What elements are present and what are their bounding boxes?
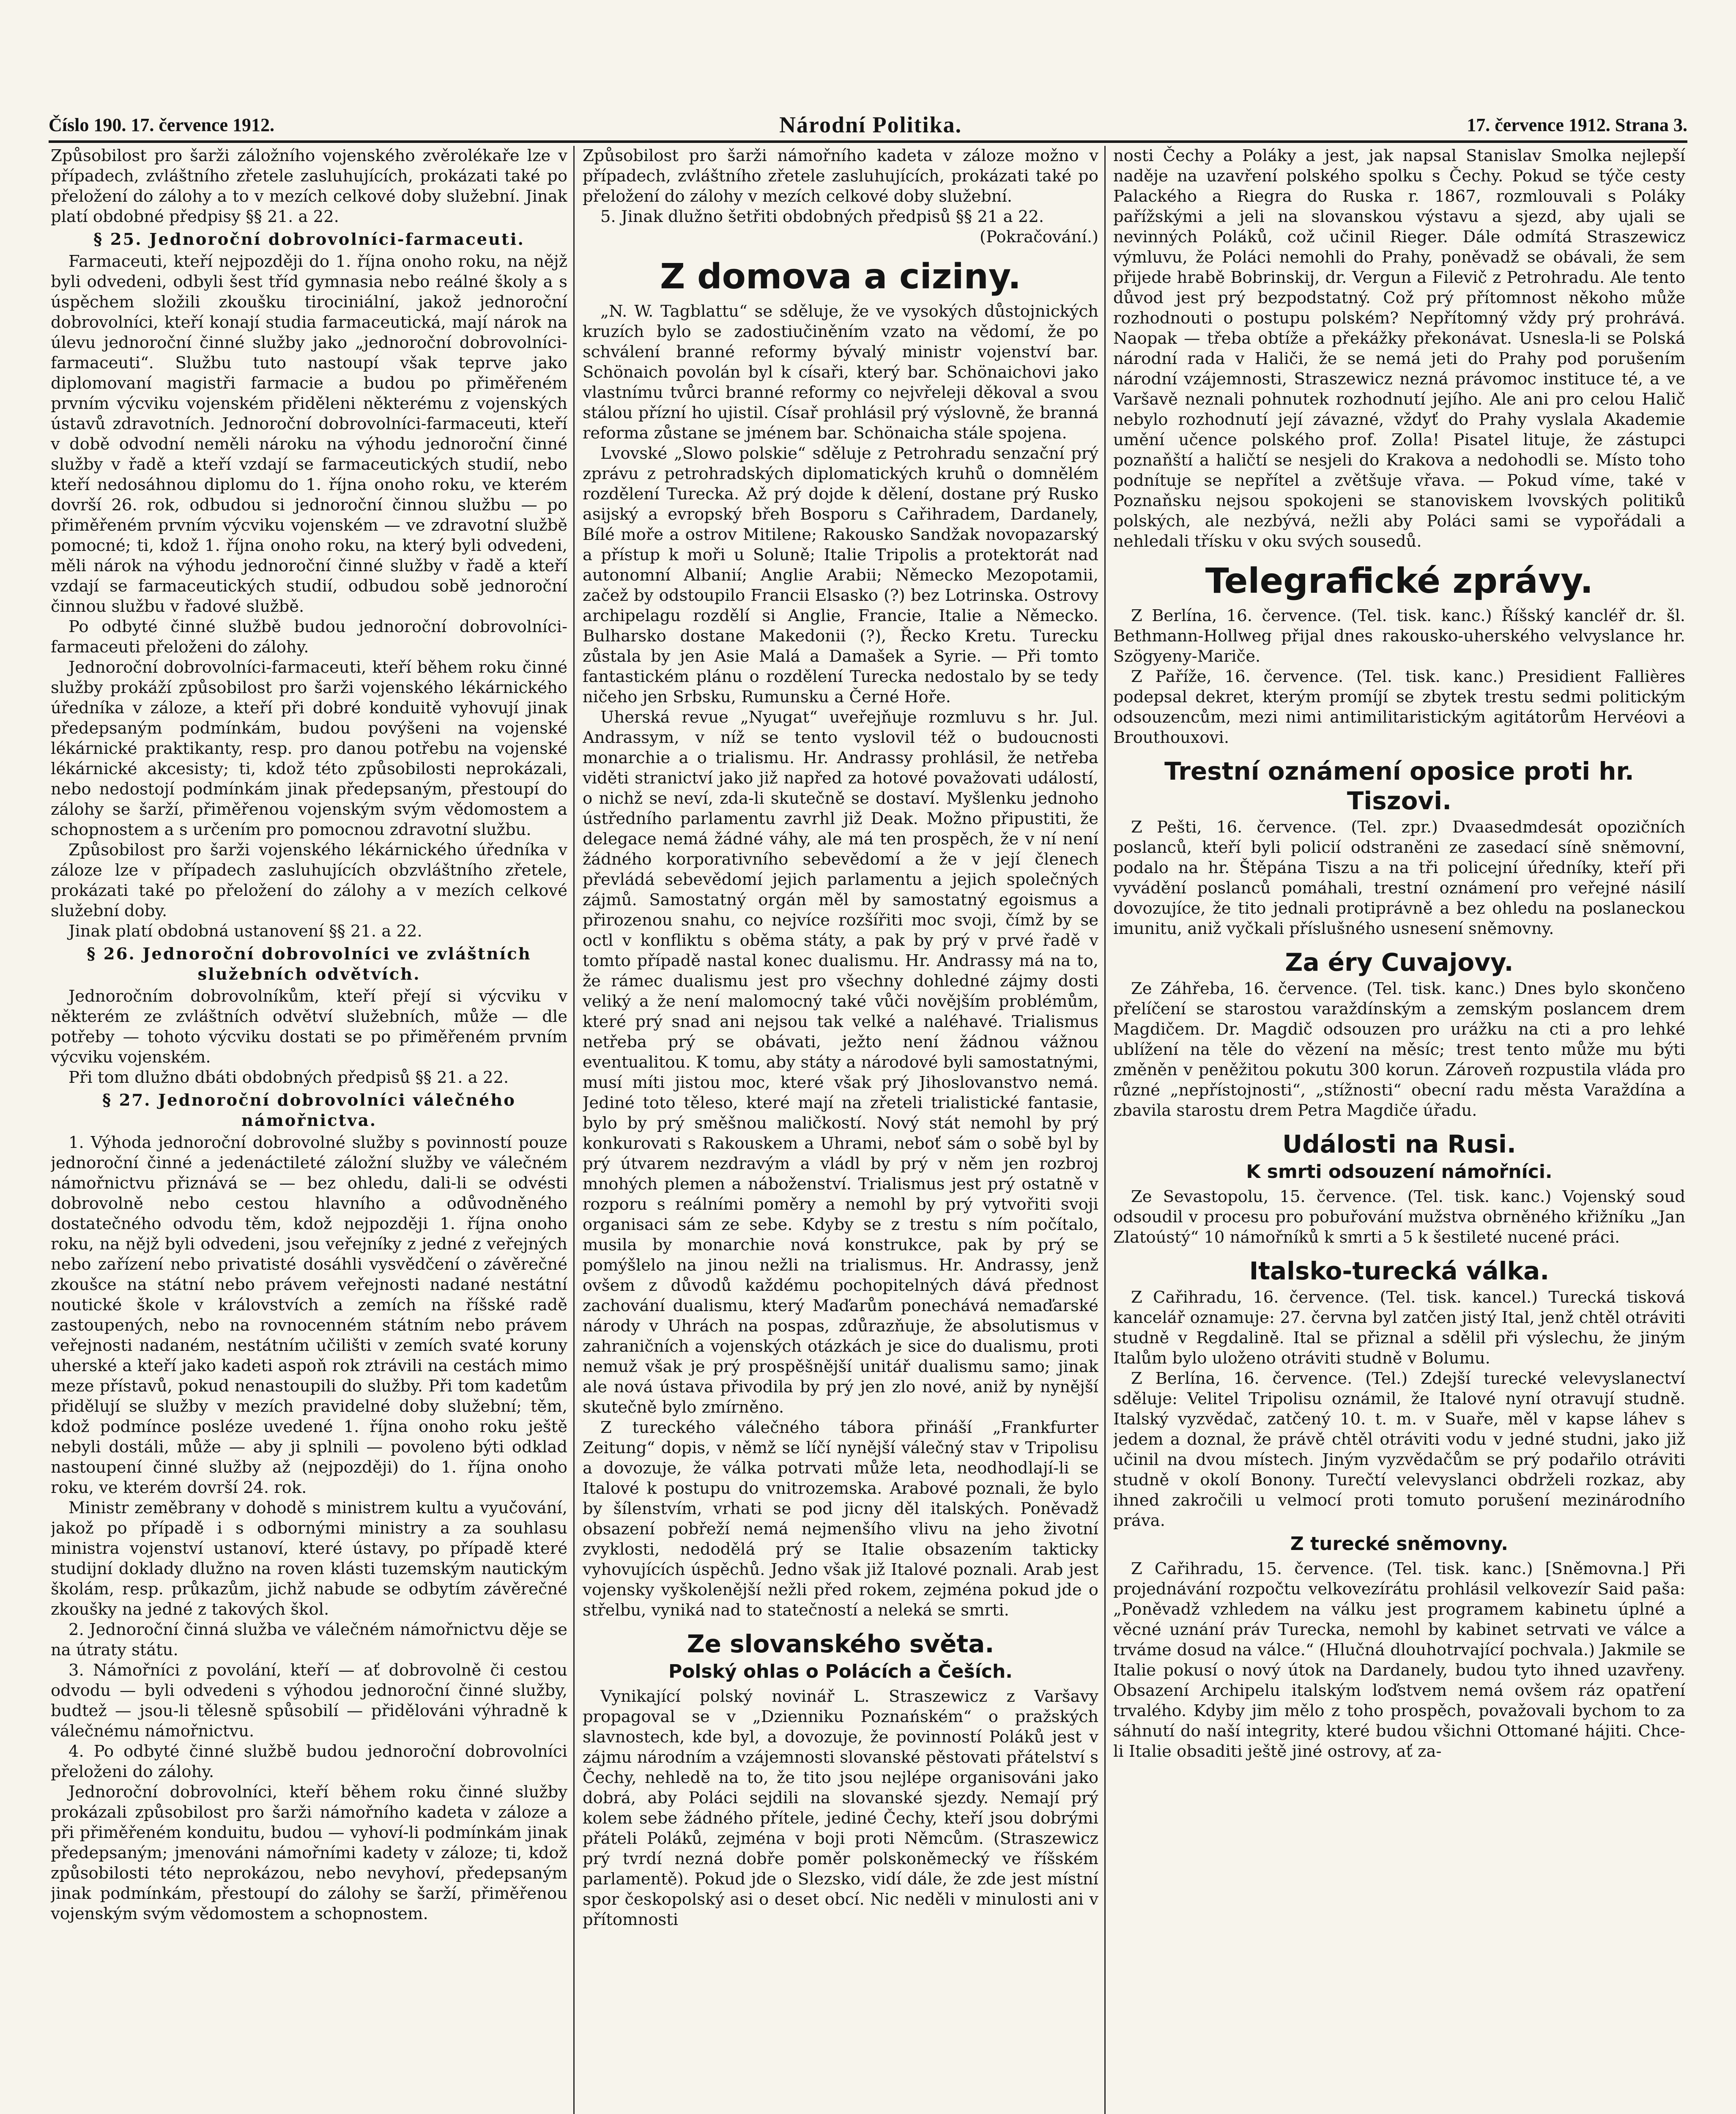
column-rule [573,146,575,2114]
article-title: Italsko-turecká válka. [1249,1257,1550,1285]
paragraph: Z Pešti, 16. července. (Tel. zpr.) Dvaasedmdesát opozičních poslanců, kteří byli policií odstraněni ze zasedací síně sněmovní, podalo na hr. Štěpána Tiszu a na tři policejní úředníky, kteří při vyvádění poslanců pomáhali, trestní oznámení pro veřejné násilí dovozujíce, že tito jednali protiprávně a bez ohledu na poslaneckou imunitu, aniž vyčkali příslušného usnesení sněmovny. [1113,818,1685,938]
paragraph: Jednoroční dobrovolníci, kteří během roku činné služby prokázali způsobilost pro šarži námořního kadeta v záloze a při přiměřeném konduitu, budou — vyhoví-li podmínkám jinak předepsaným; jmenováni námořními kadety v záloze; ti, kdož způsobilosti této neprokázou, nebo nevyhoví, předepsaným jinak podmínkám, přestoupí do zálohy se šarží, přiměřenou vojenským svým vědomostem a schopnostem. [51,1783,567,1923]
paragraph: Lvovské „Slowo polskie“ sděluje z Petrohradu senzační prý zprávu z petrohradských diplomatických kruhů o domnělém rozdělení Turecka. Až prý dojde k dělení, dostane prý Rusko asijský a evropský břeh Bosporu s Cařihradem, Dardanely, Bílé moře a ostrov Mitilene; Rakousko Sandžak novopazarský a přístup k moři u Soluně; Italie Tripolis a protektorát nad autonomní Albanií; Anglie Arabii; Německo Mezopotamii, začež by odstoupilo Francii Elsasko (?) bez Lotrinska. Ostrovy archipelagu rozdělí si Anglie, Francie, Italie a Německo. Bulharsko dostane Makedonii (?), Řecko Kretu. Turecku zůstala by jen Asie Malá a Damašek a Syrie. — Při tomto fantastickém plánu o rozdělení Turecka nedostalo by se tedy ničeho jen Srbsku, Rumunsku a Černé Hoře. [583,444,1098,706]
column-2 [583,146,1098,2114]
section-title: Telegrafické zprávy. [1205,561,1594,601]
header-date-page: 17. července 1912. Strana 3. [1467,114,1687,135]
paragraph: Způsobilost pro šarži záložního vojenského zvěrolékaře lze v případech, zvláštního zřetele zasluhujících, prokázati také po přeložení do zálohy a to v mezích celkové doby služební. Jinak platí obdobné předpisy §§ 21. a 22. [51,146,567,226]
paragraph: Při tom dlužno dbáti obdobných předpisů §§ 21. a 22. [68,1068,509,1087]
paragraph: 3. Námořníci z povolání, kteří — ať dobrovolně či cestou odvodu — byli odvedeni s výhodou jednoroční činné služby, budtež — jsou-li tělesně spůsobilí — přidělováni výhradně k válečnému námořnictvu. [51,1661,567,1741]
section-heading: § 26. Jednoroční dobrovolníci ve zvláštních služebních odvětvích. [87,945,531,984]
section-heading: § 27. Jednoroční dobrovolníci válečného námořnictva. [102,1091,516,1130]
paragraph: Z Berlína, 16. července. (Tel.) Zdejší turecké velevyslanectví sděluje: Velitel Tripolisu oznámil, že Italové nyní otravují studně. Italský vyzvědač, zatčený 10. t. m. v Suaře, měl v kapse láhev s jedem a doznal, že právě chtěl otráviti vodu v jedné studni, jako již učinil na dvou místech. Jiným vyzvědačům se prý podařilo otráviti studně v okolí Bonony. Turečtí velevyslanci obdrželi rozkaz, aby ihned zakročili u velmocí proti tomuto porušení mezinárodního práva. [1113,1369,1685,1530]
paragraph: 5. Jinak dlužno šetřiti obdobných předpisů §§ 21 a 22. [600,207,1044,226]
paragraph: Z Cařihradu, 16. července. (Tel. tisk. kancel.) Turecká tisková kancelář oznamuje: 27. června byl zatčen jistý Ital, jenž chtěl otráviti studně v Regdalině. Ital se přiznal a sdělil při výslechu, že jiným Italům bylo uloženo otráviti studně v Bolumu. [1113,1288,1685,1368]
paragraph: Z Cařihradu, 15. července. (Tel. tisk. kanc.) [Sněmovna.] Při projednávání rozpočtu velkovezírátu prohlásil velkovezír Said paša: „Poněvadž vzhledem na válku jest programem kabinetu úplné a věcné uznání práv Turecka, nemohl by kabinet setrvati ve válce a trváme dosud na válce.“ (Hlučná dlouhotrvající pochvala.) Jakmile se Italie pokusí o nový útok na Dardanely, budou tyto ihned uzavřeny. Obsazení Archipelu italským loďstvem nemá ovšem ráz opatření trvalého. Kdyby jim mělo z toho prospěch, považovali bychom to za sáhnutí do naší integrity, které budou všichni Ottomané hájiti. Chce-li Italie obsaditi ještě jiné ostrovy, ať za- [1113,1559,1685,1761]
paragraph: Jednoroční dobrovolníci-farmaceuti, kteří během roku činné služby prokáží způsobilost pro šarži vojenského lékárnického úředníka v záloze, a kteří při dobré konduitě vyhovují jinak předepsaným podmínkám, budou povýšeni na vojenské lékárnické praktikanty, resp. pro danou potřebu na vojenské lékárnické akcesisty; ti, kdož této způsobilosti neprokázali, nebo nedostojí podmínkám jinak předepsaným, přestoupí do zálohy se šarží, přiměřenou vojenským svým vědomostem a schopnostem a s určením pro pomocnou zdravotní službu. [51,658,567,839]
article-subtitle: K smrti odsouzení námořníci. [1246,1161,1553,1183]
paragraph: Uherská revue „Nyugat“ uveřejňuje rozmluvu s hr. Jul. Andrassym, v níž se tento vyslovil též o budoucnosti monarchie a o trialismu. Hr. Andrassy prohlásil, že netřeba viděti stranictví jako již napřed za hotové považovati událostí, o nichž se neví, zda-li skutečně se dostaví. Myšlenku jednoho ústředního parlamentu zavrhl již Deak. Možno připustiti, že delegace nemá žádné váhy, ale má ten prospěch, že v ní není žádného korporativního sebevědomí a že v její členech převládá sebevědomí jejich parlamentu a jejich společných zájmů. Samostatný orgán měl by samostatný egoismus a přirozenou snahu, co nejvíce rozšířiti moc svoji, čímž by se octl v konfliktu s oběma státy, a pak by prý v prvé řadě v tomto případě nastal konec dualismu. Hr. Andrassy má na to, že rámec dualismu jest pro všechny dohledné zájmy dosti veliký a že není malomocný také vůči novějším problémům, které prý snad ani nejsou tak velké a naléhavé. Trialismus netřeba prý se obávati, ježto není žádnou vážnou eventualitou. K tomu, aby státy a národové byli samostatnými, musí míti jistou moc, které však prý Jihoslovanstvo nemá. Jediné toto těleso, které mají na zřeteli trialistické fantasie, bylo by prý směšnou maličkostí. Nový stát nemohl by prý konkurovati s Rakouskem a Uhrami, neboť sám o sobě byl by prý útvarem nezdravým a vládl by prý v něm jen rozbroj mnohých plemen a náboženství. Trialismus jest prý ostatně v rozporu s reálními poměry a nemohl by prý vytvořiti svoji organisaci sám ze sebe. Kdyby se z trestu s ním počítalo, musila by monarchie nová konstrukce, pak by prý se pomýšlelo na jinou nežli na trialismus. Hr. Andrassy, jenž ovšem z důvodů každému pochopitelných dává přednost zachování dualismu, který Maďarům ponechává nemaďarské národy v Uhrách na pospas, zdůrazňuje, že absolutismus v zahraničních a vojenských otázkách je sice do dualismu, proti nemuž však je prý prospěšnější unitář dualismu samo; jinak ale nová ústava přivodila by prý jen zlo nové, aniž by nynější skutečně bylo zmírněno. [583,708,1098,1417]
paragraph: Farmaceuti, kteří nejpozději do 1. října onoho roku, na nějž byli odvedeni, odbyli šest tříd gymnasia nebo reálné školy a s úspěchem složili zkoušku tirociniální, jakož jednoroční dobrovolníci, kteří konají studia farmaceutická, mají nárok na úlevu jednoroční činné služby jako „jednoroční dobrovolníci-farmaceuti“. Službu tuto nastoupí však teprve jako diplomovaní magistři farmacie a budou po přiměřeném prvním výcviku vojenském přiděleni některému z vojenských ústavů zdravotních. Jednoroční dobrovolníci-farmaceuti, kteří v době odvodní neměli nároku na výhodu jednoroční činné služby v řadě a kteří vzdají se farmaceutických studií, nebo kteří nedosáhnou diplomu do 1. října onoho roku, ve kterém dovrší 26. rok, odbudou si jednoroční činnou službu — po přiměřeném prvním výcviku vojenském — ve zdravotní službě pomocné; ti, kdož 1. října onoho roku, na který byli odvedeni, měli nárok na výhodu jednoroční činné služby v řadě a kteří vzdají se farmaceutických studií, odbudou sobě jednoroční činnou službu v řadové službě. [51,252,567,616]
paragraph: Ze Sevastopolu, 15. července. (Tel. tisk. kanc.) Vojenský soud odsoudil v procesu pro pobuřování mužstva obrněného křižníku „Jan Zlatoústý“ 10 námořníků k smrti a 5 k šestileté nucené práci. [1113,1187,1685,1247]
masthead-title: Národní Politika. [779,112,962,137]
paragraph: Jednoročním dobrovolníkům, kteří přejí si výcviku v některém ze zvláštních odvětví služebních, může — dle potřeby — tohoto výcviku dostati se po přiměřeném prvním výcviku vojenském. [51,987,567,1067]
column-rule [1104,146,1106,2114]
paragraph: 1. Výhoda jednoroční dobrovolné služby s povinností pouze jednoroční činné a jedenáctileté záložní služby ve válečném námořnictvu přiznává se — bez ohledu, dali-li se odvésti dobrovolně nebo cestou hlavního a odůvodněného dostatečného odvodu těm, kdož nejpozději 1. října onoho roku, na nějž byli odvedeni, jsou veřejníky z jedné z veřejných nebo zařízení nebo privatisté dosáhli vysvědčení o závěrečné zkoušce na státní nebo právem veřejnosti nadané nestátní noutické škole v královstvích a zemích na říšské radě zastoupených, nebo na rovnocenném státním nebo právem veřejnosti nadaném, nestátním učilišti v zemích svaté koruny uherské a kteří jako kadeti aspoň rok ztrávili na cestách mimo meze přístavů, pokud nenastoupili do služby. Při tom kadetům přidělují se služby v mezích pravidelné doby služební; těm, kdož podmínce posléze uvedené 1. října onoho roku ještě nebyli dostáli, může — aby ji splnili — povoleno býti odklad nastoupení činné služby až (nejpozději) do 1. října onoho roku, ve kterém dovrší 24. rok. [51,1133,567,1497]
article-subtitle: Z turecké sněmovny. [1290,1533,1509,1555]
section-title: Z domova a ciziny. [660,257,1021,297]
section-heading: § 25. Jednoroční dobrovolníci-farmaceuti. [93,230,525,249]
paragraph: Z Berlína, 16. července. (Tel. tisk. kanc.) Říšský kancléř dr. šl. Bethmann-Hollweg přijal dnes rakousko-uherského velvyslance hr. Szögyeny-Mariče. [1113,606,1685,666]
paragraph: Z Paříže, 16. července. (Tel. tisk. kanc.) Presidient Fallières podepsal dekret, kterým promíjí se zbytek trestu sedmi politickým odsouzencům, mezi nimi antimilitaristickým agitátorům Hervéovi a Brouthouxovi. [1113,667,1685,747]
article-title: Události na Rusi. [1282,1130,1516,1158]
article-title: Polský ohlas o Polácích a Češích. [668,1661,1013,1682]
section-title: Ze slovanského světa. [687,1629,994,1658]
paragraph: nosti Čechy a Poláky a jest, jak napsal Stanislav Smolka nejlepší naděje na uzavření polského spolku s Čechy. Pokud se týče cesty Palackého a Riegra do Ruska r. 1867, rozmlouvali s Poláky pařížskými a jeli na slovanskou výstavu a sjezd, aby ujali se nevinných Poláků, což učinil Rieger. Dále odmítá Straszewicz výmluvu, že Poláci nemohli do Prahy, poněvadž se obávali, že sem přijede hrabě Bobrinskij, dr. Vergun a Filevič z Petrohradu. Ale tento důvod jest prý bezpodstatný. Což prý přítomnost někoho může rozhodnouti o postupu polském? Nepřítomný vždy prý prohrává. Naopak — třeba obtíže a překážky překonávat. Usnesla-li se Polská národní rada v Haliči, že se nemá jeti do Prahy pod porušením národní vzájemnosti, Straszewicz nezná právomoc instituce té, a ve Varšavě neznali pohnutek rozhodnutí jejího. Ale ani pro celou Halič nebylo rozhodnutí její závazné, vždyť do Prahy vyslala Akademie umění učence polského prof. Zolla! Pisatel lituje, že zástupci poznaňští a haličtí se nesjeli do Krakova a nedohodli se. Místo toho podnítuje se nepřítel a zvětšuje vřava. — Pokud víme, také v Poznaňsku nejsou spokojeni se stanoviskem lvovských politiků polských, ale nezbývá, nežli aby Poláci sami se vypořádali a nehledali třísku v oku svých sousedů. [1113,146,1685,551]
paragraph: Ministr zeměbrany v dohodě s ministrem kultu a vyučování, jakož po případě i s odbornými ministry a za souhlasu ministra vojenství ustanoví, které ústavy, po případě které studijní doklady dlužno na roven klásti tuzemským nautickým školám, resp. průkazům, jichž nabude se odbytím závěrečné zkoušky na jedné z takových škol. [51,1498,567,1619]
article-title: Za éry Cuvajovy. [1285,948,1514,977]
paragraph: Jinak platí obdobná ustanovení §§ 21. a 22. [68,922,422,941]
paragraph: Z tureckého válečného tábora přináší „Frankfurter Zeitung“ dopis, v němž se líčí nynější válečný stav v Tripolisu a dovozuje, že válka potrvati může leta, neodhodlají-li se Italové k postupu do vnitrozemska. Arabové poznali, že bylo by šílenstvím, vrhati se pod jicny děl italských. Poněvadž obsazení pobřeží nemá nejmenšího vlivu na jeho životní zvyklosti, nedodělá prý se Italie obsazením takticky vyhovujících úspěchů. Jedno však již Italové poznali. Arab jest vojensky vyškolenější nežli před rokem, zejména pokud jde o střelbu, vyniká nad to statečností a neleká se smrti. [583,1418,1098,1620]
paragraph: Způsobilost pro šarži námořního kadeta v záloze možno v případech, zvláštního zřetele zasluhujících, prokázati také po přeložení do zálohy v mezích celkové doby služební. [583,146,1098,206]
page-header [49,109,1687,143]
paragraph: Vynikající polský novinář L. Straszewicz z Varšavy propagoval se v „Dzienniku Poznańském“ o pražských slavnostech, kde byl, a dovozuje, že povinností Poláků jest v zájmu národním a vzájemnosti slovanské pěstovati přátelství s Čechy, nehledě na to, že tito jsou nejlépe organisováni jako dobrá, aby Poláci sejdili na slovanské sjezdy. Nemají prý kolem sebe žádného přítele, jediné Čechy, kteří jsou dobrými přáteli Poláků, zejména v boji proti Němcům. (Straszewicz prý tvrdí nezná dobře poměr polskoněmecký ve říšském parlamentě). Pokud jde o Slezsko, vidí dále, že zde jest místní spor českopolský asi o deset obcí. Nic neděli v minulosti ani v přítomnosti [583,1687,1098,1929]
continuation-note: (Pokračování.) [979,227,1098,246]
article-title: Trestní oznámení oposice proti hr. Tiszovi. [1164,757,1634,815]
paragraph: 4. Po odbyté činné službě budou jednoroční dobrovolníci přeloženi do zálohy. [51,1742,567,1781]
paragraph: 2. Jednoroční činná služba ve válečném námořnictvu děje se na útraty státu. [51,1620,567,1659]
header-issue: Číslo 190. 17. července 1912. [49,114,274,135]
column-3 [1113,146,1685,2114]
paragraph: Po odbyté činné službě budou jednoroční dobrovolníci-farmaceuti přeloženi do zálohy. [51,617,567,657]
paragraph: Ze Záhřeba, 16. července. (Tel. tisk. kanc.) Dnes bylo skončeno přelíčení se starostou varaždínským a zemským poslancem drem Magdičem. Dr. Magdič odsouzen pro urážku na cti a pro lehké ublížení na těle do vězení na měsíc; trest tento může mu býti změněn v peněžitou pokutu 300 korun. Zároveň rozpustila vláda pro různé „nepřístojnosti“, „stížnosti“ obecní radu města Varaždína a zbavila starostu drem Petra Magdiče úřadu. [1113,979,1685,1120]
paragraph: Způsobilost pro šarži vojenského lékárnického úředníka v záloze lze v případech zasluhujících obzvláštního zřetele, prokázati také po přeložení do zálohy a v mezích celkové služební doby. [51,841,567,920]
column-1 [51,146,567,2114]
paragraph: „N. W. Tagblattu“ se sděluje, že ve vysokých důstojnických kruzích bylo se zadostiučiněním vzato na vědomí, že po schválení branné reformy bývalý ministr vojenství bar. Schönaich povolán byl k císaři, který bar. Schönaichovi jako vlastnímu tvůrci branné reformy co nejvřeleji děkoval a svou stálou přízní ho ujistil. Císař prohlásil prý výslovně, že branná reforma zůstane se jménem bar. Schönaicha stále spojena. [583,302,1098,443]
